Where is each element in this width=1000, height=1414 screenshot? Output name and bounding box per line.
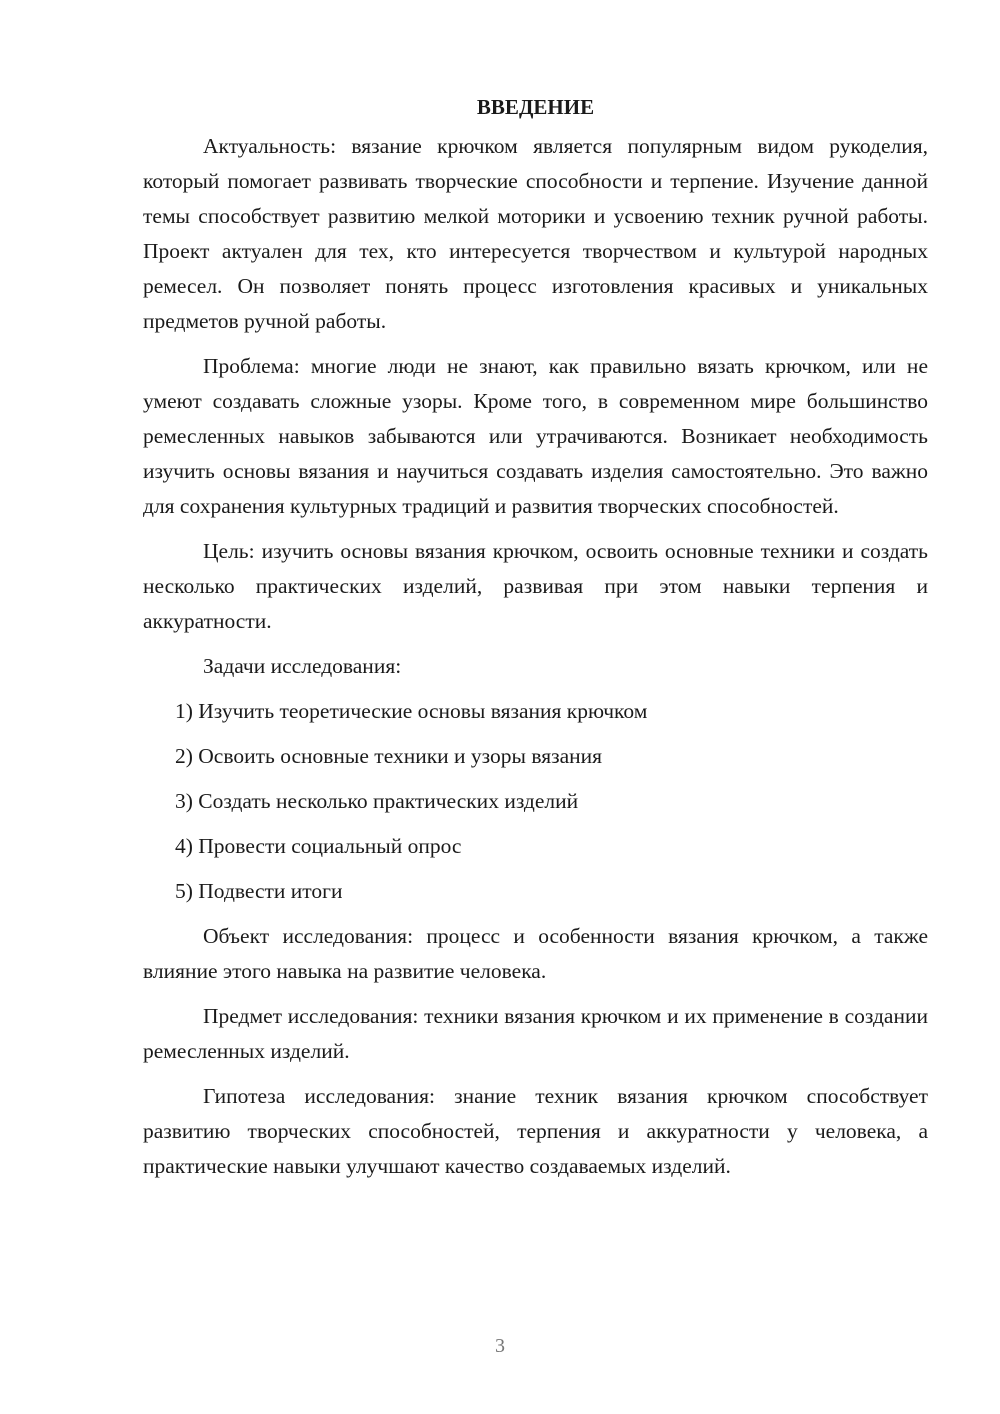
tasks-heading: Задачи исследования: bbox=[203, 654, 402, 678]
paragraph-problem: Проблема: многие люди не знают, как правильно вязать крючком, или не умеют создавать сложные узоры. Кроме того, в современном мире большинство ремесленных навыков забываются или утрачиваются. Возникает необходимость изучить основы вязания и научиться создавать изделия самостоятельно. Это важно для сохранения культурных традиций и развития творческих способностей. bbox=[143, 354, 928, 518]
task-item: 1) Изучить теоретические основы вязания крючком bbox=[175, 699, 648, 723]
task-item: 4) Провести социальный опрос bbox=[175, 834, 462, 858]
document-page bbox=[143, 90, 928, 1194]
paragraph-relevance: Актуальность: вязание крючком является популярным видом рукоделия, который помогает развивать творческие способности и терпение. Изучение данной темы способствует развитию мелкой моторики и усвоению техник ручной работы. Проект актуален для тех, кто интересуется творчеством и культурой народных ремесел. Он позволяет понять процесс изготовления красивых и уникальных предметов ручной работы. bbox=[143, 134, 928, 333]
task-item: 3) Создать несколько практических изделий bbox=[175, 789, 579, 813]
paragraph-hypothesis: Гипотеза исследования: знание техник вязания крючком способствует развитию творческих способностей, терпения и аккуратности у человека, а практические навыки улучшают качество создаваемых изделий. bbox=[143, 1084, 928, 1178]
task-list bbox=[143, 694, 928, 909]
task-item: 2) Освоить основные техники и узоры вязания bbox=[175, 744, 603, 768]
paragraph-object: Объект исследования: процесс и особенности вязания крючком, а также влияние этого навыка на развитие человека. bbox=[143, 924, 928, 983]
page-number: 3 bbox=[495, 1335, 505, 1357]
task-item: 5) Подвести итоги bbox=[175, 879, 343, 903]
page-title: ВВЕДЕНИЕ bbox=[476, 95, 595, 119]
paragraph-subject: Предмет исследования: техники вязания крючком и их применение в создании ремесленных изделий. bbox=[143, 1004, 928, 1063]
paragraph-goal: Цель: изучить основы вязания крючком, освоить основные техники и создать несколько практических изделий, развивая при этом навыки терпения и аккуратности. bbox=[143, 539, 928, 633]
